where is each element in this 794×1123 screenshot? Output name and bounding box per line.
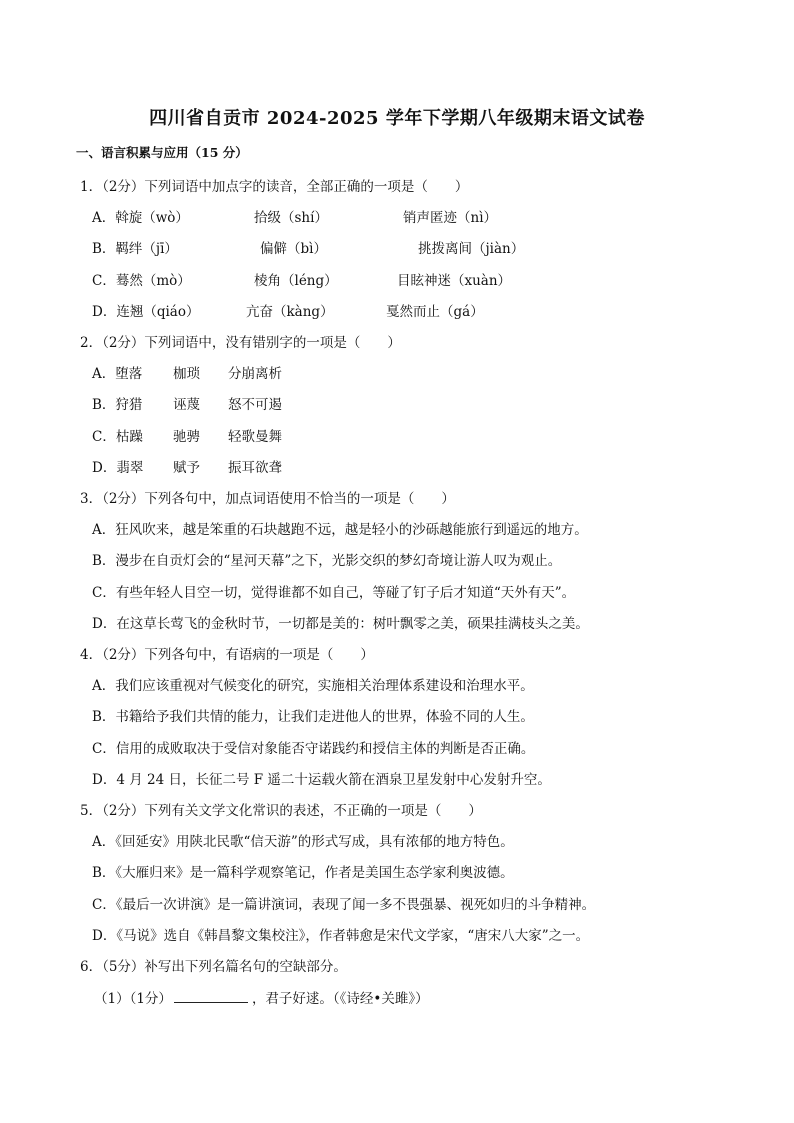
q1-option-b-1: B．羁绊（jī） [92,241,178,257]
q4-option-b: B．书籍给予我们共情的能力，让我们走进他人的世界，体验不同的人生。 [92,709,534,725]
question-6-stem: 6．（5分）补写出下列名篇名句的空缺部分。 [80,959,347,975]
q6-sub1-suffix: ，君子好逑。（《诗经•关雎》） [251,991,429,1007]
answer-blank[interactable] [174,990,248,1003]
q1-option-d-3: 戛然而止（gá） [386,304,484,320]
q1-option-a-1: A．斡旋（wò） [92,210,189,226]
q6-sub1-prefix: （1）（1分） [94,991,172,1007]
q1-option-c-2: 棱角（léng） [254,273,338,289]
q1-option-c-1: C．蓦然（mò） [92,273,191,289]
q2-option-c-2: 驰骋 [173,429,200,445]
q5-option-c: C．《最后一次讲演》是一篇讲演词，表现了闻一多不畏强暴、视死如归的斗争精神。 [92,897,596,913]
section-heading: 一、语言积累与应用（15 分） [76,145,248,160]
q2-option-b-2: 诬蔑 [173,397,200,413]
q2-option-a-2: 枷琐 [173,366,200,382]
q1-option-d-1: D．连翘（qiáo） [92,304,200,320]
q1-option-a-3: 销声匿迹（nì） [403,210,498,226]
q1-option-d-2: 亢奋（kàng） [246,304,334,320]
q2-option-a-1: A．堕落 [92,366,143,382]
q2-option-d-2: 赋予 [173,460,200,476]
q2-option-d-1: D．翡翠 [92,460,144,476]
question-4-stem: 4．（2分）下列各句中，有语病的一项是（ ） [80,647,374,663]
q2-option-b-3: 怒不可遏 [228,397,282,413]
question-1-stem: 1．（2分）下列词语中加点字的读音，全部正确的一项是（ ） [80,179,469,195]
question-3-stem: 3．（2分）下列各句中，加点词语使用不恰当的一项是（ ） [80,491,455,507]
question-5-stem: 5．（2分）下列有关文学文化常识的表述，不正确的一项是（ ） [80,803,482,819]
q3-option-b: B．漫步在自贡灯会的“星河天幕”之下，光影交织的梦幻奇境让游人叹为观止。 [92,553,562,569]
q5-option-b: B．《大雁归来》是一篇科学观察笔记，作者是美国生态学家利奥波德。 [92,865,514,881]
q2-option-b-1: B．狩猎 [92,397,143,413]
q3-option-d: D．在这草长莺飞的金秋时节，一切都是美的：树叶飘零之美，硕果挂满枝头之美。 [92,616,589,632]
q1-option-a-2: 拾级（shí） [254,210,328,226]
q1-option-b-2: 偏僻（bì） [260,241,327,257]
q6-subquestion-1 [94,987,429,1007]
exam-title: 四川省自贡市 2024-2025 学年下学期八年级期末语文试卷 [149,108,645,129]
q2-option-c-3: 轻歌曼舞 [228,429,282,445]
q5-option-d: D．《马说》选自《韩昌黎文集校注》，作者韩愈是宋代文学家，“唐宋八大家”之一。 [92,928,590,944]
q1-option-c-3: 目眩神迷（xuàn） [397,273,512,289]
q2-option-d-3: 振耳欲聋 [228,460,282,476]
q4-option-a: A．我们应该重视对气候变化的研究，实施相关治理体系建设和治理水平。 [92,678,534,694]
q3-option-c: C．有些年轻人目空一切，觉得谁都不如自己，等碰了钉子后才知道“天外有天”。 [92,585,576,601]
q4-option-d: D．4 月 24 日，长征二号 F 遥二十运载火箭在酒泉卫星发射中心发射升空。 [92,772,551,788]
q2-option-c-1: C．枯躁 [92,429,143,445]
q4-option-c: C．信用的成败取决于受信对象能否守诺践约和授信主体的判断是否正确。 [92,741,535,757]
q1-option-b-3: 挑拨离间（jiàn） [418,241,525,257]
question-2-stem: 2．（2分）下列词语中，没有错别字的一项是（ ） [80,335,401,351]
q5-option-a: A．《回延安》用陕北民歌“信天游”的形式写成，具有浓郁的地方特色。 [92,834,514,850]
q3-option-a: A．狂风吹来，越是笨重的石块越跑不远，越是轻小的沙砾越能旅行到遥远的地方。 [92,522,588,538]
q2-option-a-3: 分崩离析 [228,366,282,382]
